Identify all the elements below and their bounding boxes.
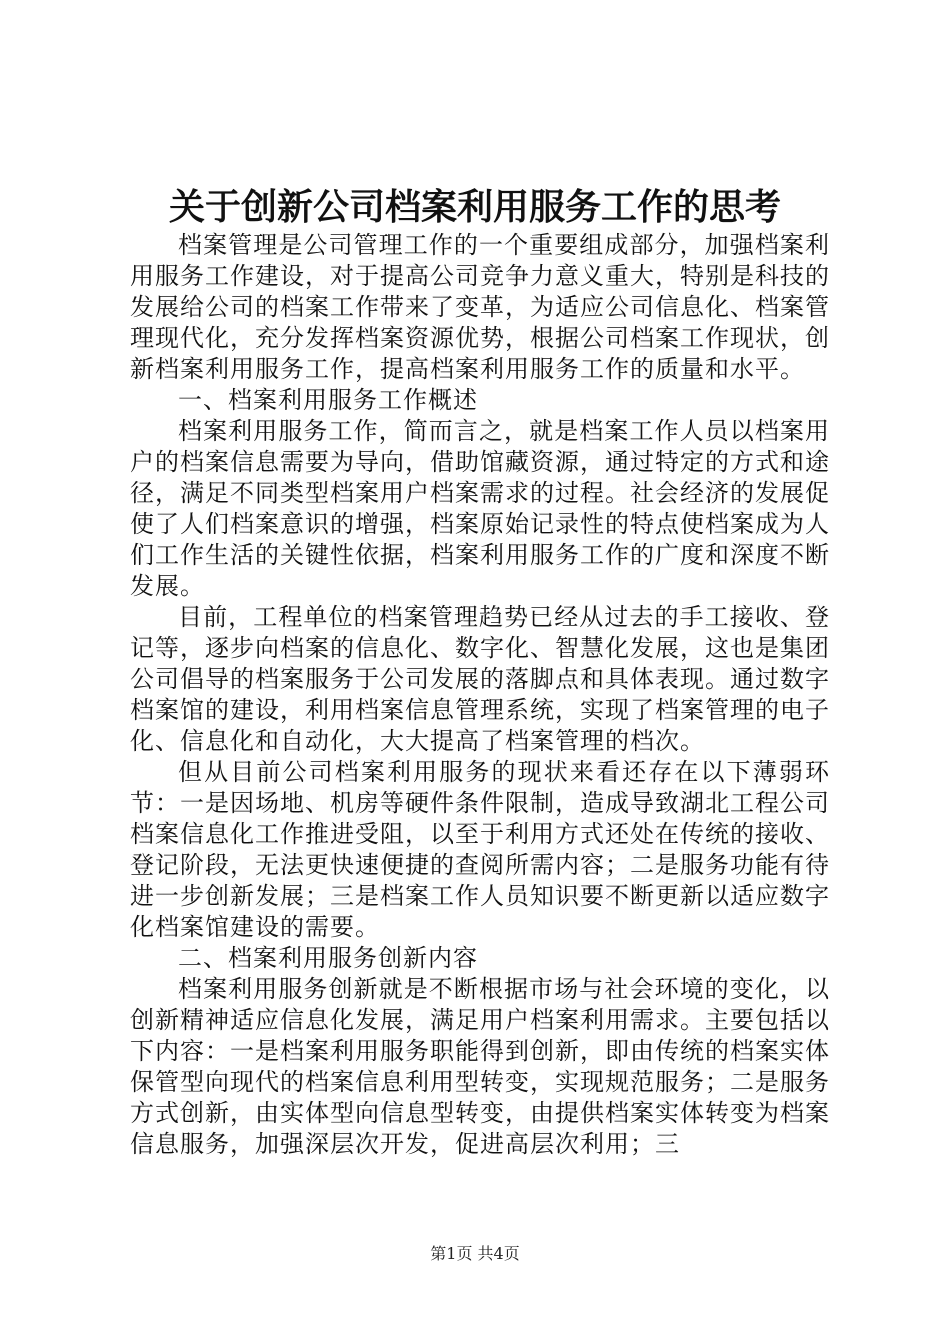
section-heading-2: 二、档案利用服务创新内容: [178, 944, 478, 972]
document-body: [130, 230, 830, 1160]
paragraph-overview: 档案利用服务工作，简而言之，就是档案工作人员以档案用户的档案信息需要为导向，借助馆藏资源，通过特定的方式和途径，满足不同类型档案用户档案需求的过程。社会经济的发展促使了人们档案意识的增强，档案原始记录性的特点使档案成为人们工作生活的关键性依据，档案利用服务工作的广度和深度不断发展。: [130, 417, 830, 600]
paragraph-intro: 档案管理是公司管理工作的一个重要组成部分，加强档案利用服务工作建设，对于提高公司竞争力意义重大，特别是科技的发展给公司的档案工作带来了变革，为适应公司信息化、档案管理现代化，充分发挥档案资源优势，根据公司档案工作现状，创新档案利用服务工作，提高档案利用服务工作的质量和水平。: [130, 231, 830, 383]
page-number-footer: 第1页 共4页: [430, 1244, 520, 1263]
paragraph-innovation: 档案利用服务创新就是不断根据市场与社会环境的变化，以创新精神适应信息化发展，满足用户档案利用需求。主要包括以下内容：一是档案利用服务职能得到创新，即由传统的档案实体保管型向现代的档案信息利用型转变，实现规范服务；二是服务方式创新，由实体型向信息型转变，由提供档案实体转变为档案信息服务，加强深层次开发，促进高层次利用；三: [130, 975, 830, 1158]
section-heading-1: 一、档案利用服务工作概述: [178, 386, 478, 414]
paragraph-weaknesses: 但从目前公司档案利用服务的现状来看还存在以下薄弱环节：一是因场地、机房等硬件条件限制，造成导致湖北工程公司档案信息化工作推进受阻，以至于利用方式还处在传统的接收、登记阶段，无法更快速便捷的查阅所需内容；二是服务功能有待进一步创新发展；三是档案工作人员知识要不断更新以适应数字化档案馆建设的需要。: [130, 758, 830, 941]
document-title: 关于创新公司档案利用服务工作的思考: [168, 186, 781, 228]
paragraph-current-trend: 目前，工程单位的档案管理趋势已经从过去的手工接收、登记等，逐步向档案的信息化、数字化、智慧化发展，这也是集团公司倡导的档案服务于公司发展的落脚点和具体表现。通过数字档案馆的建设，利用档案信息管理系统，实现了档案管理的电子化、信息化和自动化，大大提高了档案管理的档次。: [130, 603, 830, 755]
